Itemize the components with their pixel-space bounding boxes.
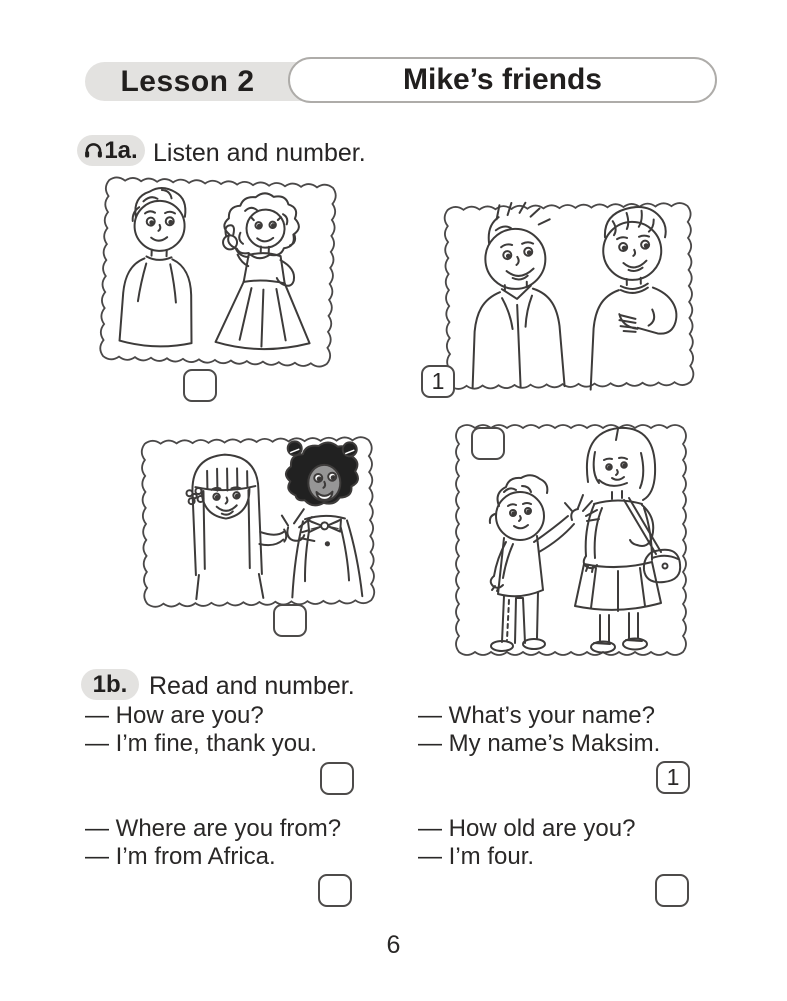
dialogue-line: — I’m from Africa.: [85, 843, 276, 870]
picture-answer-box-1[interactable]: [183, 369, 217, 402]
dialogue-line: — How are you?: [85, 702, 264, 729]
dialogue-whats-your-name: [418, 702, 660, 758]
dialogue-answer-box-2[interactable]: 1: [656, 761, 690, 794]
dialogue-where-are-you-from: [85, 815, 341, 871]
dialogue-line: — What’s your name?: [418, 702, 655, 729]
picture-girl-and-african-girl: [136, 430, 379, 614]
task-1a-instruction: Listen and number.: [153, 139, 366, 167]
dialogue-how-are-you: [85, 702, 317, 758]
picture-two-boys-hand-on-chest: [438, 194, 699, 396]
dialogue-answer-box-4[interactable]: [655, 874, 689, 907]
task-1b-number: 1b.: [92, 670, 128, 698]
picture-answer-box-2[interactable]: 1: [421, 365, 455, 398]
dialogue-line: — I’m fine, thank you.: [85, 730, 318, 757]
dialogue-line: — How old are you?: [418, 815, 636, 842]
task-1a-number: 1a.: [104, 136, 138, 164]
lesson-number: Lesson 2: [120, 64, 255, 98]
task-1a-label: [77, 135, 145, 166]
picture-answer-box-4[interactable]: [471, 427, 505, 460]
dialogue-line: — My name’s Maksim.: [418, 730, 661, 757]
headphones-icon: [84, 142, 103, 159]
picture-answer-box-3[interactable]: [273, 604, 307, 637]
dialogue-line: — Where are you from?: [85, 815, 342, 842]
dialogue-how-old-are-you: [418, 815, 635, 871]
page-number: 6: [386, 931, 401, 959]
picture-boy-girl-thumbs-up: [94, 170, 344, 374]
task-1b-instruction: Read and number.: [149, 672, 355, 700]
lesson-title: Mike’s friends: [403, 63, 602, 96]
task-1b-label: [81, 669, 139, 700]
dialogue-answer-box-3[interactable]: [318, 874, 352, 907]
lesson-title-pill: [288, 57, 717, 103]
dialogue-line: — I’m four.: [418, 843, 535, 870]
dialogue-answer-box-1[interactable]: [320, 762, 354, 795]
